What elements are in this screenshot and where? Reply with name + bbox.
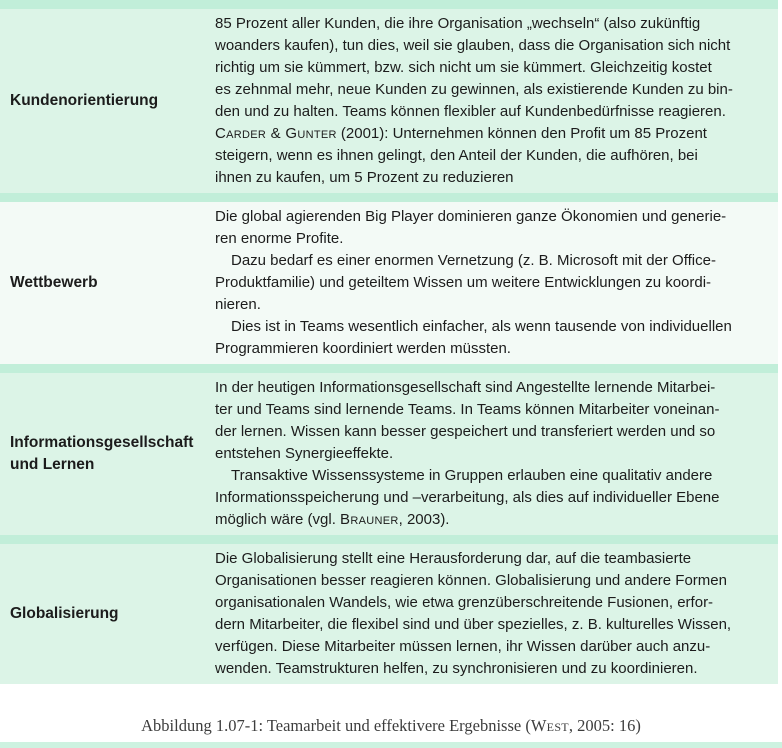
content-line bbox=[215, 206, 774, 228]
content-line bbox=[215, 145, 774, 167]
row-label: Kundenorientierung bbox=[10, 92, 159, 109]
text-segment: möglich wäre (vgl. bbox=[215, 511, 341, 528]
content-line bbox=[215, 592, 774, 614]
text-segment: Die global agierenden Big Player dominieren ganze Ökonomien und generie- bbox=[215, 208, 727, 225]
content-line bbox=[215, 250, 774, 272]
text-segment: dern Mitarbeiter, die flexibel sind und über spezielles, z. B. kulturelles Wissen, bbox=[215, 616, 732, 633]
row-content bbox=[215, 9, 778, 193]
bottom-green-band bbox=[0, 742, 782, 748]
text-segment: verfügen. Diese Mitarbeiter müssen lernen, ihr Wissen darüber auch anzu- bbox=[215, 638, 711, 655]
content-line bbox=[215, 79, 774, 101]
smallcaps-author-name: Brauner bbox=[340, 511, 399, 528]
content-line bbox=[215, 399, 774, 421]
text-segment: es zehnmal mehr, neue Kunden zu gewinnen, als existierende Kunden zu bin- bbox=[215, 81, 733, 98]
table-row bbox=[0, 373, 778, 535]
content-line bbox=[215, 228, 774, 250]
smallcaps-author-name: Carder & Gunter bbox=[215, 125, 337, 142]
text-segment: organisationalen Wandels, wie etwa grenzüberschreitende Fusionen, erfor- bbox=[215, 594, 714, 611]
text-segment: , 2003). bbox=[398, 511, 450, 528]
content-line bbox=[215, 13, 774, 35]
content-line bbox=[215, 548, 774, 570]
row-label: Wettbewerb bbox=[10, 274, 98, 291]
text-segment: ren enorme Profite. bbox=[215, 230, 344, 247]
text-segment: woanders kaufen), tun dies, weil sie glauben, dass die Organisation sich nicht bbox=[215, 37, 731, 54]
content-line bbox=[215, 294, 774, 316]
row-content bbox=[215, 373, 778, 535]
content-line bbox=[215, 658, 774, 680]
content-line bbox=[215, 57, 774, 79]
content-line bbox=[215, 101, 774, 123]
text-segment: Transaktive Wissenssysteme in Gruppen erlauben eine qualitativ andere bbox=[231, 467, 713, 484]
content-line bbox=[215, 443, 774, 465]
text-segment: wenden. Teamstrukturen helfen, zu synchronisieren und zu koordinieren. bbox=[215, 660, 698, 677]
content-line bbox=[215, 487, 774, 509]
text-segment: In der heutigen Informationsgesellschaft sind Angestellte lernende Mitarbei- bbox=[215, 379, 716, 396]
text-segment: Dies ist in Teams wesentlich einfacher, als wenn tausende von individuellen bbox=[231, 318, 732, 335]
text-segment: nieren. bbox=[215, 296, 261, 313]
text-segment: (2001): Unternehmen können den Profit um 85 Prozent bbox=[336, 125, 707, 142]
text-segment: Organisationen besser reagieren können. Globalisierung und andere Formen bbox=[215, 572, 727, 589]
text-segment: Produktfamilie) und geteiltem Wissen um weitere Entwicklungen zu koordi- bbox=[215, 274, 712, 291]
text-segment: 85 Prozent aller Kunden, die ihre Organisation „wechseln“ (also zukünftig bbox=[215, 15, 701, 32]
row-separator-band bbox=[0, 364, 778, 373]
row-content bbox=[215, 544, 778, 684]
text-segment: steigern, wenn es ihnen gelingt, den Anteil der Kunden, die aufhören, bei bbox=[215, 147, 698, 164]
row-label: Informationsgesellschaft und Lernen bbox=[10, 434, 194, 473]
smallcaps-author-name: West bbox=[530, 716, 569, 735]
text-segment: Die Globalisierung stellt eine Herausforderung dar, auf die teambasierte bbox=[215, 550, 692, 567]
row-separator-band bbox=[0, 535, 778, 544]
content-line bbox=[215, 421, 774, 443]
content-line bbox=[215, 570, 774, 592]
row-label: Globalisierung bbox=[10, 605, 119, 622]
table-row bbox=[0, 9, 778, 193]
content-line bbox=[215, 636, 774, 658]
content-line bbox=[215, 465, 774, 487]
text-segment: ihnen zu kaufen, um 5 Prozent zu reduzieren bbox=[215, 169, 514, 186]
content-line bbox=[215, 509, 774, 531]
text-segment: entstehen Synergieeffekte. bbox=[215, 445, 394, 462]
text-segment: der lernen. Wissen kann besser gespeichert und transferiert werden und so bbox=[215, 423, 716, 440]
content-line bbox=[215, 272, 774, 294]
content-line bbox=[215, 377, 774, 399]
content-line bbox=[215, 35, 774, 57]
table-row bbox=[0, 202, 778, 364]
text-segment: , 2005: 16) bbox=[568, 716, 641, 735]
text-segment: Programmieren koordiniert werden müssten. bbox=[215, 340, 511, 357]
row-separator-band bbox=[0, 0, 778, 9]
text-segment: Abbildung 1.07-1: Teamarbeit und effektivere Ergebnisse ( bbox=[141, 716, 531, 735]
text-segment: Informationsspeicherung und –verarbeitung, als dies auf individueller Ebene bbox=[215, 489, 720, 506]
content-line bbox=[215, 338, 774, 360]
text-segment: ter und Teams sind lernende Teams. In Teams können Mitarbeiter voneinan- bbox=[215, 401, 720, 418]
row-content bbox=[215, 202, 778, 364]
content-line bbox=[215, 614, 774, 636]
table-row bbox=[0, 544, 778, 684]
content-line bbox=[215, 316, 774, 338]
content-line bbox=[215, 123, 774, 145]
row-separator-band bbox=[0, 193, 778, 202]
text-segment: den und zu halten. Teams können flexibler auf Kundenbedürfnisse reagieren. bbox=[215, 103, 726, 120]
content-line bbox=[215, 167, 774, 189]
figure-caption bbox=[0, 716, 782, 736]
text-segment: richtig um sie kümmert, bzw. sich nicht um sie kümmert. Gleichzeitig kostet bbox=[215, 59, 712, 76]
text-segment: Dazu bedarf es einer enormen Vernetzung (z. B. Microsoft mit der Office- bbox=[231, 252, 716, 269]
